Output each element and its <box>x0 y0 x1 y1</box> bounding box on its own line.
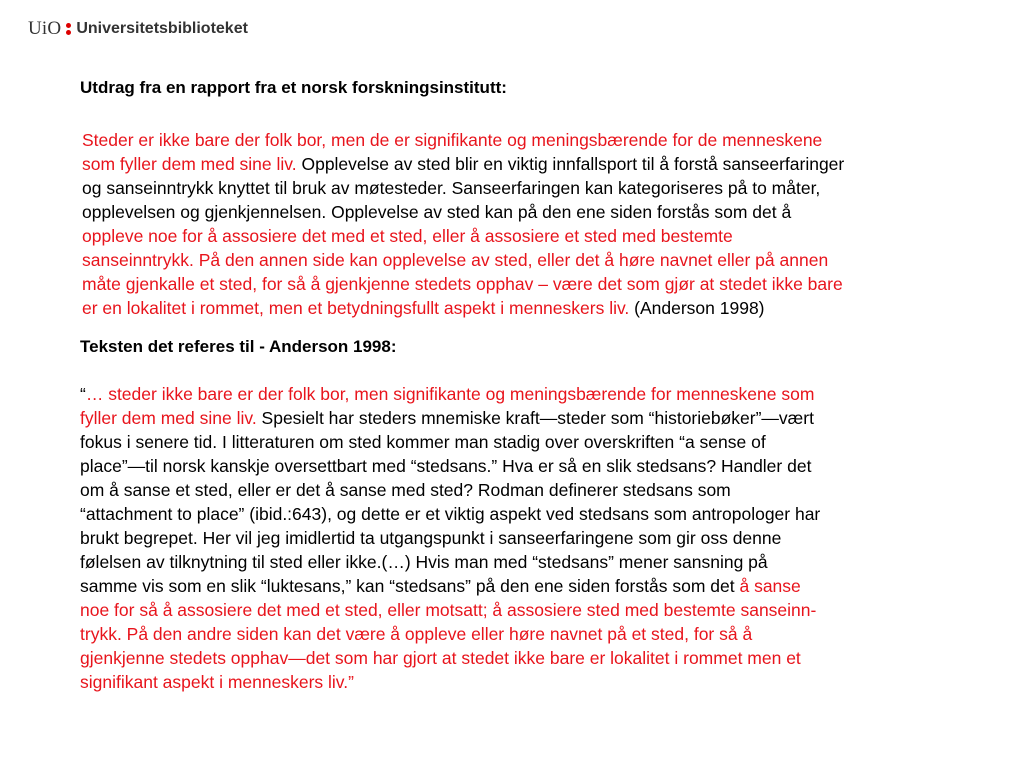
text-line <box>80 502 960 526</box>
body-text: place”—til norsk kanskje oversettbart med “stedsans.” Hva er så en slik stedsans? Handler det <box>80 456 812 476</box>
text-line <box>80 574 960 598</box>
anderson-quote-paragraph <box>80 382 960 694</box>
heading-report-excerpt: Utdrag fra en rapport fra et norsk forskningsinstitutt: <box>80 78 507 97</box>
body-text: om å sanse et sted, eller er det å sanse med sted? Rodman definerer stedsans som <box>80 480 731 500</box>
report-excerpt-paragraph <box>82 128 962 320</box>
highlighted-text: er en lokalitet i rommet, men et betydningsfullt aspekt i menneskers liv. <box>82 298 630 318</box>
highlighted-text: signifikant aspekt i menneskers liv.” <box>80 672 354 692</box>
text-line <box>82 224 962 248</box>
text-line <box>80 406 960 430</box>
body-text: fokus i senere tid. I litteraturen om sted kommer man stadig over overskriften “a sense of <box>80 432 766 452</box>
highlighted-text: måte gjenkalle et sted, for så å gjenkjenne stedets opphav – være det som gjør at stedet ikke bare <box>82 274 843 294</box>
body-text: “ <box>80 384 86 404</box>
text-line <box>82 128 962 152</box>
body-text: Opplevelse av sted blir en viktig innfallsport til å forstå sanseerfaringer <box>296 154 845 174</box>
highlighted-text: oppleve noe for å assosiere det med et sted, eller å assosiere et sted med bestemte <box>82 226 733 246</box>
heading-referenced-text: Teksten det referes til - Anderson 1998: <box>80 337 397 356</box>
highlighted-text: gjenkjenne stedets opphav—det som har gjort at stedet ikke bare er lokalitet i rommet men et <box>80 648 801 668</box>
highlighted-text: noe for så å assosiere det med et sted, eller motsatt; å assosiere sted med bestemte sanseinn- <box>80 600 817 620</box>
text-line <box>82 296 962 320</box>
text-line <box>82 248 962 272</box>
body-text: samme vis som en slik “luktesans,” kan “stedsans” på den ene siden forstås som det <box>80 576 740 596</box>
text-line <box>82 200 962 224</box>
text-line <box>80 670 960 694</box>
text-line <box>82 272 962 296</box>
text-line <box>80 382 960 406</box>
text-line <box>80 478 960 502</box>
highlighted-text: å sanse <box>739 576 801 596</box>
text-line <box>80 526 960 550</box>
text-line <box>80 430 960 454</box>
logo-dots-icon <box>66 21 71 37</box>
logo-uio-text: UiO <box>28 18 62 39</box>
body-text: brukt begrepet. Her vil jeg imidlertid ta utgangspunkt i sanseerfaringene som gir oss denne <box>80 528 782 548</box>
highlighted-text: sanseinntrykk. På den annen side kan opplevelse av sted, eller det å høre navnet eller på annen <box>82 250 829 270</box>
text-line <box>80 550 960 574</box>
highlighted-text: trykk. På den andre siden kan det være å oppleve eller høre navnet på et sted, for så å <box>80 624 753 644</box>
text-line <box>80 646 960 670</box>
body-text: opplevelsen og gjenkjennelsen. Opplevelse av sted kan på den ene siden forstås som det å <box>82 202 792 222</box>
highlighted-text: fyller dem med sine liv. <box>80 408 257 428</box>
logo-library-text: Universitetsbiblioteket <box>76 20 248 37</box>
highlighted-text: … steder ikke bare er der folk bor, men signifikante og meningsbærende for menneskene som <box>85 384 815 404</box>
text-line <box>82 176 962 200</box>
highlighted-text: Steder er ikke bare der folk bor, men de er signifikante og meningsbærende for de menneskene <box>82 130 823 150</box>
text-line <box>80 454 960 478</box>
text-line <box>80 598 960 622</box>
uio-library-logo[interactable] <box>28 17 248 41</box>
body-text: (Anderson 1998) <box>629 298 765 318</box>
body-text: følelsen av tilknytning til sted eller ikke.(…) Hvis man med “stedsans” mener sansning på <box>80 552 768 572</box>
body-text: Spesielt har steders mnemiske kraft—steder som “historiebøker”—vært <box>256 408 814 428</box>
text-line <box>80 622 960 646</box>
text-line <box>82 152 962 176</box>
highlighted-text: som fyller dem med sine liv. <box>82 154 297 174</box>
body-text: og sanseinntrykk knyttet til bruk av møtesteder. Sanseerfaringen kan kategoriseres på to måter, <box>82 178 821 198</box>
body-text: “attachment to place” (ibid.:643), og dette er et viktig aspekt ved stedsans som antropologer har <box>80 504 821 524</box>
